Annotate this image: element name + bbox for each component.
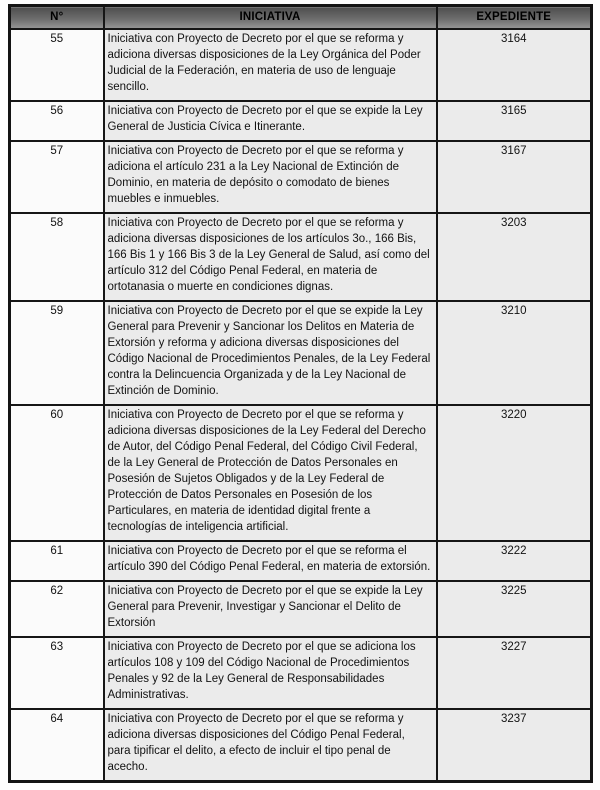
row-iniciativa-cell: Iniciativa con Proyecto de Decreto por el que se expide la Ley General para Prevenir, Investigar y Sancionar el Delito de Extorsión: [104, 581, 437, 637]
row-expediente-cell: 3167: [437, 141, 592, 213]
table-row: [10, 301, 592, 405]
row-number-cell: 61: [10, 541, 104, 581]
row-number-cell: 64: [10, 709, 104, 782]
row-iniciativa-cell: Iniciativa con Proyecto de Decreto por el que se reforma y adiciona diversas disposiciones del Código Penal Federal, para tipificar el delito, a efecto de incluir el tipo penal de acecho.: [104, 709, 437, 782]
row-iniciativa-cell: Iniciativa con Proyecto de Decreto por el que se reforma y adiciona diversas disposiciones de los artículos 3o., 166 Bis, 166 Bis 1 y 166 Bis 3 de la Ley General de Salud, así como del artículo 312 del Código Penal Federal, en materia de ortotanasia o muerte en condiciones dignas.: [104, 213, 437, 301]
row-number-cell: 58: [10, 213, 104, 301]
table-row: [10, 709, 592, 782]
row-number-cell: 62: [10, 581, 104, 637]
header-row: [10, 6, 592, 30]
iniciativas-table: [8, 4, 593, 783]
row-number-cell: 60: [10, 405, 104, 541]
row-expediente-cell: 3225: [437, 581, 592, 637]
table-row: [10, 101, 592, 141]
row-expediente-cell: 3237: [437, 709, 592, 782]
row-number-cell: 56: [10, 101, 104, 141]
row-iniciativa-cell: Iniciativa con Proyecto de Decreto por el que se reforma y adiciona diversas disposiciones de la Ley Federal del Derecho de Autor, del Código Penal Federal, del Código Civil Federal, de la Ley General de Protección de Datos Personales en Posesión de Sujetos Obligados y de la Ley Federal de Protección de Datos Personales en Posesión de los Particulares, en materia de identidad digital frente a tecnologías de inteligencia artificial.: [104, 405, 437, 541]
row-iniciativa-cell: Iniciativa con Proyecto de Decreto por el que se expide la Ley General de Justicia Cívica e Itinerante.: [104, 101, 437, 141]
row-number-cell: 63: [10, 637, 104, 709]
table-row: [10, 405, 592, 541]
row-iniciativa-cell: Iniciativa con Proyecto de Decreto por el que se expide la Ley General para Prevenir y Sancionar los Delitos en Materia de Extorsión y reforma y adiciona diversas disposiciones del Código Nacional de Procedimientos Penales, de la Ley Federal contra la Delincuencia Organizada y de la Ley Nacional de Extinción de Dominio.: [104, 301, 437, 405]
row-iniciativa-cell: Iniciativa con Proyecto de Decreto por el que se reforma y adiciona el artículo 231 a la Ley Nacional de Extinción de Dominio, en materia de depósito o comodato de bienes muebles e inmuebles.: [104, 141, 437, 213]
table-row: [10, 581, 592, 637]
table-body: [10, 29, 592, 782]
row-number-cell: 55: [10, 29, 104, 101]
column-header-numero: N°: [10, 6, 104, 30]
row-expediente-cell: 3165: [437, 101, 592, 141]
row-expediente-cell: 3222: [437, 541, 592, 581]
row-expediente-cell: 3220: [437, 405, 592, 541]
table-row: [10, 541, 592, 581]
row-iniciativa-cell: Iniciativa con Proyecto de Decreto por el que se adiciona los artículos 108 y 109 del Código Nacional de Procedimientos Penales y 92 de la Ley General de Responsabilidades Administrativas.: [104, 637, 437, 709]
column-header-expediente: EXPEDIENTE: [437, 6, 592, 30]
row-iniciativa-cell: Iniciativa con Proyecto de Decreto por el que se reforma el artículo 390 del Código Penal Federal, en materia de extorsión.: [104, 541, 437, 581]
table-row: [10, 29, 592, 101]
row-number-cell: 57: [10, 141, 104, 213]
row-iniciativa-cell: Iniciativa con Proyecto de Decreto por el que se reforma y adiciona diversas disposiciones de la Ley Orgánica del Poder Judicial de la Federación, en materia de uso de lenguaje sencillo.: [104, 29, 437, 101]
column-header-iniciativa: INICIATIVA: [104, 6, 437, 30]
row-expediente-cell: 3210: [437, 301, 592, 405]
table-header: [10, 6, 592, 30]
table-row: [10, 213, 592, 301]
row-expediente-cell: 3164: [437, 29, 592, 101]
table-row: [10, 637, 592, 709]
table-row: [10, 141, 592, 213]
row-expediente-cell: 3227: [437, 637, 592, 709]
row-number-cell: 59: [10, 301, 104, 405]
row-expediente-cell: 3203: [437, 213, 592, 301]
